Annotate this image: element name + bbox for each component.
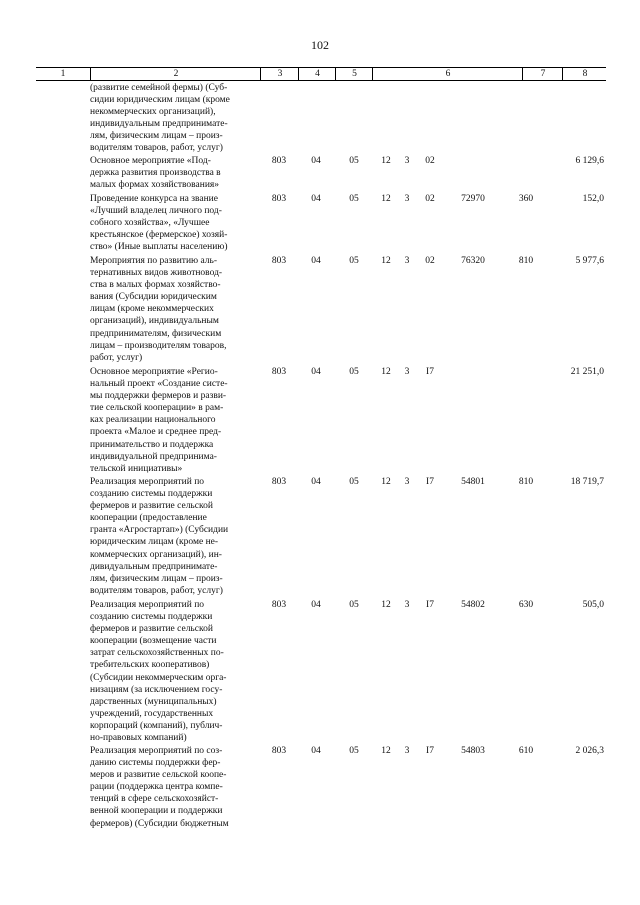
header-col-1: 1 (60, 69, 66, 79)
col-7: 630 (518, 600, 534, 610)
col-3: 803 (271, 367, 287, 377)
row-name: (развитие семейной фермы) (Суб- сидии юридическим лицам (кроме некоммерческих организаций), индивидуальным предпринимате- лям, физическим лицам – произ- водителям товаров, работ, услуг) (90, 83, 230, 154)
col-6-a: 12 (381, 367, 391, 377)
col-7: 360 (518, 194, 534, 204)
col-4: 04 (311, 600, 321, 610)
row-name: Проведение конкурса на звание «Лучший владелец личного под- собного хозяйства», «Лучшее крестьянское (фермерское) хозяй- ство» (Иные выплаты населению) (90, 194, 228, 253)
col-4: 04 (311, 746, 321, 756)
header-col-6: 6 (372, 68, 523, 80)
col-6-d: 54801 (461, 477, 485, 487)
row-name: Реализация мероприятий по соз- данию системы поддержки фер- меров и развитие сельской коопе- рации (поддержка центра компе- тенций в сфере сельскохозяйст- венной кооперации и поддержки фермеров) (Субсидии бюджетным (90, 746, 229, 829)
col-6-a: 12 (381, 477, 391, 487)
col-4: 04 (311, 256, 321, 266)
col-5: 05 (349, 367, 359, 377)
header-col-4: 4 (298, 68, 336, 80)
col-6-b: 3 (404, 367, 410, 377)
col-5: 05 (349, 156, 359, 166)
col-4: 04 (311, 367, 321, 377)
col-3: 803 (271, 746, 287, 756)
col-6-c: 02 (425, 156, 435, 166)
row-name: Реализация мероприятий по созданию системы поддержки фермеров и развитие сельской кооперации (возмещение части затрат сельскохозяйственных по- требительских кооперативов) (Субсидии некоммерческим орга- низациям (за исключением госу- дарственных (муниципальных) учреждений, государственных корпораций (компаний), публич- но-правовых компаний) (90, 600, 227, 744)
col-5: 05 (349, 194, 359, 204)
col-3: 803 (271, 256, 287, 266)
col-3: 803 (271, 156, 287, 166)
col-6-a: 12 (381, 194, 391, 204)
col-7: 610 (518, 746, 534, 756)
row-name: Основное мероприятие «Регио- нальный проект «Создание систе- мы поддержки фермеров и разви- тие сельской кооперации» в рам- ках реализации национального проекта «Малое и среднее пред- принимательство и поддержка индивидуальной предпринима- тельской инициативы» (90, 367, 228, 474)
col-6-c: 02 (425, 256, 435, 266)
col-8: 6 129,6 (575, 156, 604, 166)
col-6-c: I7 (426, 477, 434, 487)
row-name: Реализация мероприятий по созданию системы поддержки фермеров и развитие сельской кооперации (предоставление гранта «Агростартап») (Субсидии юридическим лицам (кроме не- коммерческих организаций), ин- дивидуальным предпринимате- лям, физическим лицам – произ- водителям товаров, работ, услуг) (90, 477, 229, 596)
col-6-d: 54803 (461, 746, 485, 756)
col-8: 505,0 (582, 600, 604, 610)
header-col-3: 3 (260, 68, 299, 80)
col-5: 05 (349, 477, 359, 487)
col-3: 803 (271, 600, 287, 610)
header-col-7: 7 (522, 68, 563, 80)
col-6-b: 3 (404, 156, 410, 166)
col-4: 04 (311, 477, 321, 487)
col-3: 803 (271, 194, 287, 204)
col-5: 05 (349, 256, 359, 266)
col-8: 2 026,3 (575, 746, 604, 756)
col-6-b: 3 (404, 256, 410, 266)
col-8: 5 977,6 (575, 256, 604, 266)
col-6-c: I7 (426, 367, 434, 377)
col-6-b: 3 (404, 194, 410, 204)
header-col-2: 2 (90, 68, 261, 80)
row-name: Мероприятия по развитию аль- тернативных видов животновод- ства в малых формах хозяйство- вания (Субсидии юридическим лицам (кроме некоммерческих организаций), индивидуальным предпринимателям, физическим лицам – производителям товаров, работ, услуг) (90, 256, 227, 363)
col-6-d: 76320 (461, 256, 485, 266)
col-8: 18 719,7 (570, 477, 604, 487)
page-number: 102 (311, 38, 329, 52)
col-8: 21 251,0 (570, 367, 604, 377)
col-5: 05 (349, 600, 359, 610)
col-6-a: 12 (381, 256, 391, 266)
col-6-c: I7 (426, 600, 434, 610)
col-6-a: 12 (381, 600, 391, 610)
col-6-d: 54802 (461, 600, 485, 610)
header-col-5: 5 (335, 68, 373, 80)
col-5: 05 (349, 746, 359, 756)
col-6-a: 12 (381, 156, 391, 166)
row-name: Основное мероприятие «Под- держка развития производства в малых формах хозяйствования» (90, 156, 221, 191)
col-4: 04 (311, 156, 321, 166)
col-3: 803 (271, 477, 287, 487)
col-6-a: 12 (381, 746, 391, 756)
col-6-b: 3 (404, 600, 410, 610)
col-8: 152,0 (582, 194, 604, 204)
header-col-8: 8 (562, 68, 607, 80)
col-6-c: 02 (425, 194, 435, 204)
col-7: 810 (518, 477, 534, 487)
col-6-b: 3 (404, 477, 410, 487)
col-6-d: 72970 (461, 194, 485, 204)
col-6-c: I7 (426, 746, 434, 756)
col-6-b: 3 (404, 746, 410, 756)
col-7: 810 (518, 256, 534, 266)
col-4: 04 (311, 194, 321, 204)
table-header (36, 67, 606, 81)
